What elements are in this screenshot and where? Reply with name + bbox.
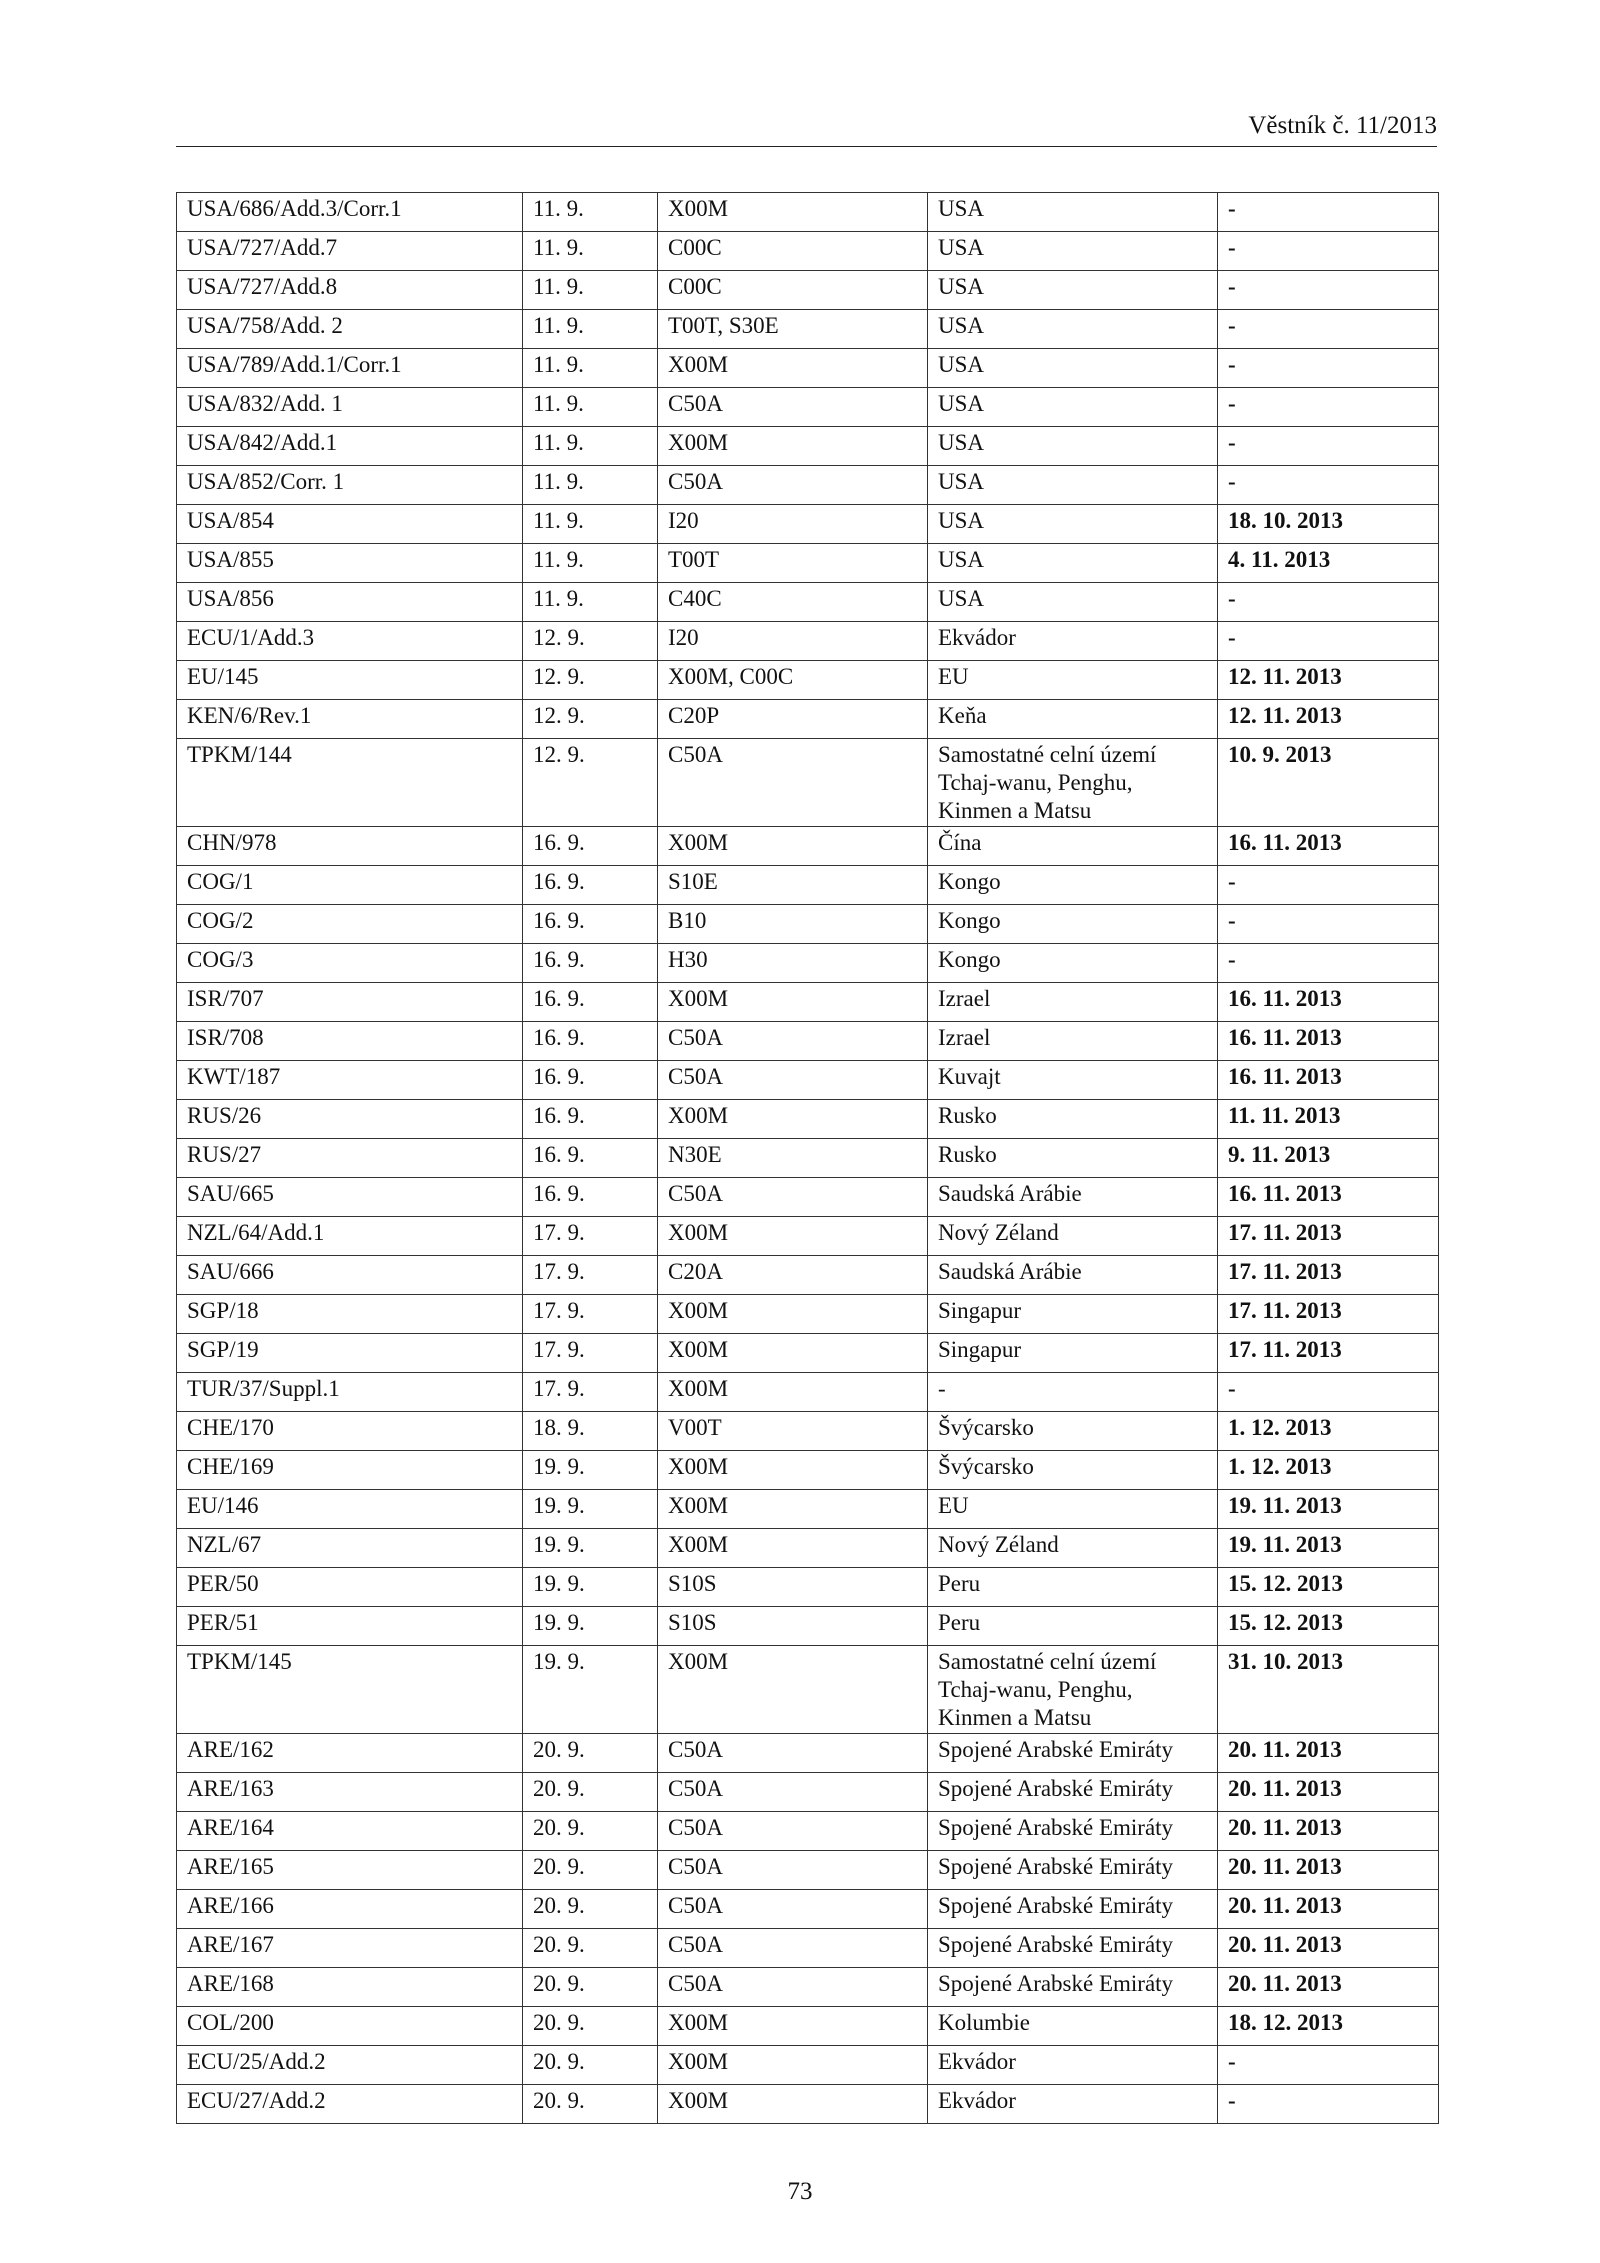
member-cell: Peru xyxy=(928,1568,1218,1607)
document-symbol-cell: NZL/64/Add.1 xyxy=(177,1217,523,1256)
date-cell: 11. 9. xyxy=(523,349,658,388)
document-symbol-cell: TPKM/145 xyxy=(177,1646,523,1734)
member-cell: - xyxy=(928,1373,1218,1412)
deadline-cell: - xyxy=(1218,583,1439,622)
table-row xyxy=(177,661,1439,700)
document-symbol-cell: KEN/6/Rev.1 xyxy=(177,700,523,739)
ics-code-cell: T00T, S30E xyxy=(658,310,928,349)
deadline-cell: 20. 11. 2013 xyxy=(1218,1812,1439,1851)
member-cell: Čína xyxy=(928,827,1218,866)
member-cell: Samostatné celní území Tchaj-wanu, Penghu, Kinmen a Matsu xyxy=(928,739,1218,827)
document-symbol-cell: ARE/167 xyxy=(177,1929,523,1968)
table-row xyxy=(177,544,1439,583)
ics-code-cell: X00M xyxy=(658,1373,928,1412)
table-row xyxy=(177,310,1439,349)
ics-code-cell: X00M xyxy=(658,427,928,466)
table-row xyxy=(177,2007,1439,2046)
deadline-cell: 31. 10. 2013 xyxy=(1218,1646,1439,1734)
deadline-cell: - xyxy=(1218,349,1439,388)
date-cell: 16. 9. xyxy=(523,1022,658,1061)
journal-title: Věstník č. 11/2013 xyxy=(1248,112,1437,139)
deadline-cell: 16. 11. 2013 xyxy=(1218,1178,1439,1217)
ics-code-cell: X00M xyxy=(658,1490,928,1529)
ics-code-cell: B10 xyxy=(658,905,928,944)
ics-code-cell: X00M xyxy=(658,2085,928,2124)
date-cell: 11. 9. xyxy=(523,583,658,622)
date-cell: 16. 9. xyxy=(523,1178,658,1217)
member-cell: USA xyxy=(928,271,1218,310)
date-cell: 16. 9. xyxy=(523,866,658,905)
date-cell: 16. 9. xyxy=(523,905,658,944)
table-row xyxy=(177,1295,1439,1334)
document-symbol-cell: PER/51 xyxy=(177,1607,523,1646)
ics-code-cell: X00M xyxy=(658,1100,928,1139)
ics-code-cell: C00C xyxy=(658,271,928,310)
page-header xyxy=(176,108,1437,147)
deadline-cell: 20. 11. 2013 xyxy=(1218,1734,1439,1773)
table-row xyxy=(177,193,1439,232)
date-cell: 19. 9. xyxy=(523,1568,658,1607)
member-cell: Spojené Arabské Emiráty xyxy=(928,1968,1218,2007)
member-cell: Nový Zéland xyxy=(928,1529,1218,1568)
table-row xyxy=(177,1100,1439,1139)
member-cell: Švýcarsko xyxy=(928,1451,1218,1490)
table-row xyxy=(177,1607,1439,1646)
deadline-cell: - xyxy=(1218,866,1439,905)
date-cell: 11. 9. xyxy=(523,427,658,466)
member-cell: Singapur xyxy=(928,1334,1218,1373)
document-symbol-cell: ARE/165 xyxy=(177,1851,523,1890)
ics-code-cell: C00C xyxy=(658,232,928,271)
deadline-cell: 20. 11. 2013 xyxy=(1218,1773,1439,1812)
ics-code-cell: S10S xyxy=(658,1607,928,1646)
date-cell: 16. 9. xyxy=(523,1100,658,1139)
table-row xyxy=(177,427,1439,466)
member-cell: Ekvádor xyxy=(928,622,1218,661)
document-symbol-cell: ECU/1/Add.3 xyxy=(177,622,523,661)
date-cell: 19. 9. xyxy=(523,1607,658,1646)
document-symbol-cell: SGP/18 xyxy=(177,1295,523,1334)
member-cell: Spojené Arabské Emiráty xyxy=(928,1929,1218,1968)
date-cell: 20. 9. xyxy=(523,1773,658,1812)
deadline-cell: 12. 11. 2013 xyxy=(1218,661,1439,700)
deadline-cell: 16. 11. 2013 xyxy=(1218,1022,1439,1061)
deadline-cell: - xyxy=(1218,1373,1439,1412)
deadline-cell: 20. 11. 2013 xyxy=(1218,1929,1439,1968)
member-cell: Samostatné celní území Tchaj-wanu, Penghu, Kinmen a Matsu xyxy=(928,1646,1218,1734)
deadline-cell: - xyxy=(1218,466,1439,505)
date-cell: 20. 9. xyxy=(523,1734,658,1773)
date-cell: 20. 9. xyxy=(523,2046,658,2085)
member-cell: Saudská Arábie xyxy=(928,1256,1218,1295)
deadline-cell: - xyxy=(1218,2085,1439,2124)
member-cell: Kongo xyxy=(928,866,1218,905)
date-cell: 12. 9. xyxy=(523,700,658,739)
document-symbol-cell: CHN/978 xyxy=(177,827,523,866)
member-cell: USA xyxy=(928,349,1218,388)
ics-code-cell: C50A xyxy=(658,1890,928,1929)
ics-code-cell: X00M xyxy=(658,1334,928,1373)
deadline-cell: 17. 11. 2013 xyxy=(1218,1334,1439,1373)
table-row xyxy=(177,1773,1439,1812)
ics-code-cell: C50A xyxy=(658,388,928,427)
member-cell: Ekvádor xyxy=(928,2085,1218,2124)
ics-code-cell: S10S xyxy=(658,1568,928,1607)
document-symbol-cell: COG/1 xyxy=(177,866,523,905)
table-row xyxy=(177,1929,1439,1968)
document-symbol-cell: ISR/707 xyxy=(177,983,523,1022)
document-symbol-cell: EU/145 xyxy=(177,661,523,700)
document-symbol-cell: ARE/168 xyxy=(177,1968,523,2007)
ics-code-cell: C50A xyxy=(658,1929,928,1968)
deadline-cell: 10. 9. 2013 xyxy=(1218,739,1439,827)
date-cell: 17. 9. xyxy=(523,1373,658,1412)
member-cell: Spojené Arabské Emiráty xyxy=(928,1890,1218,1929)
table-row xyxy=(177,1139,1439,1178)
ics-code-cell: C50A xyxy=(658,1061,928,1100)
deadline-cell: - xyxy=(1218,2046,1439,2085)
table-row xyxy=(177,1022,1439,1061)
document-symbol-cell: ECU/27/Add.2 xyxy=(177,2085,523,2124)
date-cell: 11. 9. xyxy=(523,466,658,505)
table-row xyxy=(177,1178,1439,1217)
date-cell: 12. 9. xyxy=(523,739,658,827)
date-cell: 16. 9. xyxy=(523,944,658,983)
member-cell: USA xyxy=(928,388,1218,427)
ics-code-cell: C50A xyxy=(658,466,928,505)
date-cell: 11. 9. xyxy=(523,544,658,583)
member-cell: USA xyxy=(928,505,1218,544)
ics-code-cell: X00M xyxy=(658,1646,928,1734)
document-symbol-cell: SAU/665 xyxy=(177,1178,523,1217)
document-symbol-cell: ARE/166 xyxy=(177,1890,523,1929)
table-row xyxy=(177,2046,1439,2085)
deadline-cell: - xyxy=(1218,388,1439,427)
date-cell: 17. 9. xyxy=(523,1256,658,1295)
table-row xyxy=(177,271,1439,310)
document-symbol-cell: USA/789/Add.1/Corr.1 xyxy=(177,349,523,388)
deadline-cell: 16. 11. 2013 xyxy=(1218,827,1439,866)
document-symbol-cell: ECU/25/Add.2 xyxy=(177,2046,523,2085)
ics-code-cell: X00M xyxy=(658,2046,928,2085)
deadline-cell: - xyxy=(1218,271,1439,310)
date-cell: 11. 9. xyxy=(523,232,658,271)
date-cell: 16. 9. xyxy=(523,827,658,866)
date-cell: 20. 9. xyxy=(523,1812,658,1851)
member-cell: Rusko xyxy=(928,1139,1218,1178)
document-symbol-cell: USA/842/Add.1 xyxy=(177,427,523,466)
table-row xyxy=(177,1968,1439,2007)
table-row xyxy=(177,866,1439,905)
table-row xyxy=(177,827,1439,866)
document-symbol-cell: CHE/169 xyxy=(177,1451,523,1490)
member-cell: Kolumbie xyxy=(928,2007,1218,2046)
ics-code-cell: C50A xyxy=(658,1968,928,2007)
deadline-cell: 9. 11. 2013 xyxy=(1218,1139,1439,1178)
document-symbol-cell: USA/854 xyxy=(177,505,523,544)
table-row xyxy=(177,232,1439,271)
deadline-cell: 17. 11. 2013 xyxy=(1218,1217,1439,1256)
document-symbol-cell: USA/686/Add.3/Corr.1 xyxy=(177,193,523,232)
member-cell: Saudská Arábie xyxy=(928,1178,1218,1217)
document-symbol-cell: USA/727/Add.8 xyxy=(177,271,523,310)
document-symbol-cell: SAU/666 xyxy=(177,1256,523,1295)
member-cell: Peru xyxy=(928,1607,1218,1646)
date-cell: 16. 9. xyxy=(523,983,658,1022)
deadline-cell: - xyxy=(1218,944,1439,983)
ics-code-cell: S10E xyxy=(658,866,928,905)
document-symbol-cell: COL/200 xyxy=(177,2007,523,2046)
deadline-cell: 20. 11. 2013 xyxy=(1218,1890,1439,1929)
table-body xyxy=(177,193,1439,2124)
ics-code-cell: C40C xyxy=(658,583,928,622)
document-symbol-cell: CHE/170 xyxy=(177,1412,523,1451)
date-cell: 17. 9. xyxy=(523,1295,658,1334)
table-row xyxy=(177,2085,1439,2124)
member-cell: USA xyxy=(928,193,1218,232)
document-symbol-cell: USA/758/Add. 2 xyxy=(177,310,523,349)
member-cell: Singapur xyxy=(928,1295,1218,1334)
deadline-cell: - xyxy=(1218,905,1439,944)
document-symbol-cell: ARE/162 xyxy=(177,1734,523,1773)
table-row xyxy=(177,1529,1439,1568)
deadline-cell: 19. 11. 2013 xyxy=(1218,1490,1439,1529)
date-cell: 12. 9. xyxy=(523,622,658,661)
ics-code-cell: V00T xyxy=(658,1412,928,1451)
date-cell: 19. 9. xyxy=(523,1451,658,1490)
document-symbol-cell: TUR/37/Suppl.1 xyxy=(177,1373,523,1412)
table-row xyxy=(177,622,1439,661)
date-cell: 17. 9. xyxy=(523,1334,658,1373)
document-symbol-cell: COG/3 xyxy=(177,944,523,983)
deadline-cell: - xyxy=(1218,310,1439,349)
member-cell: Rusko xyxy=(928,1100,1218,1139)
deadline-cell: 20. 11. 2013 xyxy=(1218,1851,1439,1890)
document-symbol-cell: ARE/164 xyxy=(177,1812,523,1851)
table-row xyxy=(177,905,1439,944)
deadline-cell: - xyxy=(1218,193,1439,232)
document-symbol-cell: USA/852/Corr. 1 xyxy=(177,466,523,505)
document-symbol-cell: EU/146 xyxy=(177,1490,523,1529)
table-row xyxy=(177,1373,1439,1412)
table-row xyxy=(177,1734,1439,1773)
ics-code-cell: C50A xyxy=(658,1773,928,1812)
table-row xyxy=(177,1061,1439,1100)
date-cell: 20. 9. xyxy=(523,2085,658,2124)
document-symbol-cell: TPKM/144 xyxy=(177,739,523,827)
ics-code-cell: T00T xyxy=(658,544,928,583)
date-cell: 11. 9. xyxy=(523,505,658,544)
page-number: 73 xyxy=(787,2178,813,2205)
table-row xyxy=(177,1334,1439,1373)
ics-code-cell: X00M xyxy=(658,1295,928,1334)
table-row xyxy=(177,466,1439,505)
table-row xyxy=(177,1490,1439,1529)
table-row xyxy=(177,1217,1439,1256)
member-cell: USA xyxy=(928,544,1218,583)
document-symbol-cell: USA/832/Add. 1 xyxy=(177,388,523,427)
member-cell: USA xyxy=(928,466,1218,505)
table-row xyxy=(177,505,1439,544)
date-cell: 11. 9. xyxy=(523,388,658,427)
document-symbol-cell: KWT/187 xyxy=(177,1061,523,1100)
deadline-cell: 1. 12. 2013 xyxy=(1218,1451,1439,1490)
member-cell: Izrael xyxy=(928,983,1218,1022)
deadline-cell: 20. 11. 2013 xyxy=(1218,1968,1439,2007)
member-cell: Spojené Arabské Emiráty xyxy=(928,1851,1218,1890)
ics-code-cell: C50A xyxy=(658,1812,928,1851)
date-cell: 11. 9. xyxy=(523,271,658,310)
table-row xyxy=(177,944,1439,983)
date-cell: 20. 9. xyxy=(523,1929,658,1968)
ics-code-cell: I20 xyxy=(658,505,928,544)
ics-code-cell: C50A xyxy=(658,1851,928,1890)
document-symbol-cell: RUS/27 xyxy=(177,1139,523,1178)
table-row xyxy=(177,700,1439,739)
table-row xyxy=(177,1851,1439,1890)
table-row xyxy=(177,349,1439,388)
member-cell: Ekvádor xyxy=(928,2046,1218,2085)
table-row xyxy=(177,1568,1439,1607)
member-cell: Nový Zéland xyxy=(928,1217,1218,1256)
date-cell: 19. 9. xyxy=(523,1529,658,1568)
table-row xyxy=(177,583,1439,622)
document-symbol-cell: ISR/708 xyxy=(177,1022,523,1061)
date-cell: 19. 9. xyxy=(523,1646,658,1734)
ics-code-cell: C20P xyxy=(658,700,928,739)
table-row xyxy=(177,983,1439,1022)
date-cell: 12. 9. xyxy=(523,661,658,700)
table-row xyxy=(177,739,1439,827)
document-symbol-cell: USA/856 xyxy=(177,583,523,622)
member-cell: Kongo xyxy=(928,944,1218,983)
ics-code-cell: C20A xyxy=(658,1256,928,1295)
ics-code-cell: N30E xyxy=(658,1139,928,1178)
member-cell: Spojené Arabské Emiráty xyxy=(928,1773,1218,1812)
table-row xyxy=(177,388,1439,427)
deadline-cell: - xyxy=(1218,232,1439,271)
date-cell: 17. 9. xyxy=(523,1217,658,1256)
deadline-cell: 4. 11. 2013 xyxy=(1218,544,1439,583)
member-cell: Kuvajt xyxy=(928,1061,1218,1100)
date-cell: 20. 9. xyxy=(523,2007,658,2046)
ics-code-cell: X00M, C00C xyxy=(658,661,928,700)
deadline-cell: 15. 12. 2013 xyxy=(1218,1568,1439,1607)
document-symbol-cell: NZL/67 xyxy=(177,1529,523,1568)
deadline-cell: 17. 11. 2013 xyxy=(1218,1295,1439,1334)
ics-code-cell: X00M xyxy=(658,1217,928,1256)
member-cell: USA xyxy=(928,232,1218,271)
document-symbol-cell: PER/50 xyxy=(177,1568,523,1607)
ics-code-cell: X00M xyxy=(658,2007,928,2046)
ics-code-cell: X00M xyxy=(658,193,928,232)
table-row xyxy=(177,1646,1439,1734)
ics-code-cell: X00M xyxy=(658,983,928,1022)
ics-code-cell: X00M xyxy=(658,1451,928,1490)
deadline-cell: 18. 10. 2013 xyxy=(1218,505,1439,544)
table-row xyxy=(177,1812,1439,1851)
document-symbol-cell: USA/727/Add.7 xyxy=(177,232,523,271)
deadline-cell: - xyxy=(1218,427,1439,466)
member-cell: USA xyxy=(928,427,1218,466)
member-cell: USA xyxy=(928,583,1218,622)
table-row xyxy=(177,1451,1439,1490)
deadline-cell: 19. 11. 2013 xyxy=(1218,1529,1439,1568)
member-cell: Keňa xyxy=(928,700,1218,739)
ics-code-cell: X00M xyxy=(658,827,928,866)
member-cell: Švýcarsko xyxy=(928,1412,1218,1451)
ics-code-cell: X00M xyxy=(658,1529,928,1568)
deadline-cell: - xyxy=(1218,622,1439,661)
table-row xyxy=(177,1412,1439,1451)
document-symbol-cell: COG/2 xyxy=(177,905,523,944)
member-cell: EU xyxy=(928,1490,1218,1529)
deadline-cell: 12. 11. 2013 xyxy=(1218,700,1439,739)
deadline-cell: 16. 11. 2013 xyxy=(1218,983,1439,1022)
document-symbol-cell: RUS/26 xyxy=(177,1100,523,1139)
deadline-cell: 16. 11. 2013 xyxy=(1218,1061,1439,1100)
date-cell: 18. 9. xyxy=(523,1412,658,1451)
ics-code-cell: X00M xyxy=(658,349,928,388)
date-cell: 19. 9. xyxy=(523,1490,658,1529)
member-cell: USA xyxy=(928,310,1218,349)
ics-code-cell: C50A xyxy=(658,739,928,827)
date-cell: 20. 9. xyxy=(523,1890,658,1929)
date-cell: 20. 9. xyxy=(523,1968,658,2007)
date-cell: 11. 9. xyxy=(523,193,658,232)
member-cell: Spojené Arabské Emiráty xyxy=(928,1734,1218,1773)
member-cell: Spojené Arabské Emiráty xyxy=(928,1812,1218,1851)
member-cell: Izrael xyxy=(928,1022,1218,1061)
date-cell: 11. 9. xyxy=(523,310,658,349)
ics-code-cell: C50A xyxy=(658,1022,928,1061)
ics-code-cell: H30 xyxy=(658,944,928,983)
deadline-cell: 11. 11. 2013 xyxy=(1218,1100,1439,1139)
deadline-cell: 15. 12. 2013 xyxy=(1218,1607,1439,1646)
document-symbol-cell: USA/855 xyxy=(177,544,523,583)
date-cell: 20. 9. xyxy=(523,1851,658,1890)
date-cell: 16. 9. xyxy=(523,1139,658,1178)
deadline-cell: 1. 12. 2013 xyxy=(1218,1412,1439,1451)
document-symbol-cell: ARE/163 xyxy=(177,1773,523,1812)
member-cell: EU xyxy=(928,661,1218,700)
ics-code-cell: I20 xyxy=(658,622,928,661)
ics-code-cell: C50A xyxy=(658,1178,928,1217)
member-cell: Kongo xyxy=(928,905,1218,944)
date-cell: 16. 9. xyxy=(523,1061,658,1100)
ics-code-cell: C50A xyxy=(658,1734,928,1773)
document-symbol-cell: SGP/19 xyxy=(177,1334,523,1373)
table-row xyxy=(177,1890,1439,1929)
table-row xyxy=(177,1256,1439,1295)
deadline-cell: 17. 11. 2013 xyxy=(1218,1256,1439,1295)
deadline-cell: 18. 12. 2013 xyxy=(1218,2007,1439,2046)
notification-table xyxy=(176,192,1439,2124)
